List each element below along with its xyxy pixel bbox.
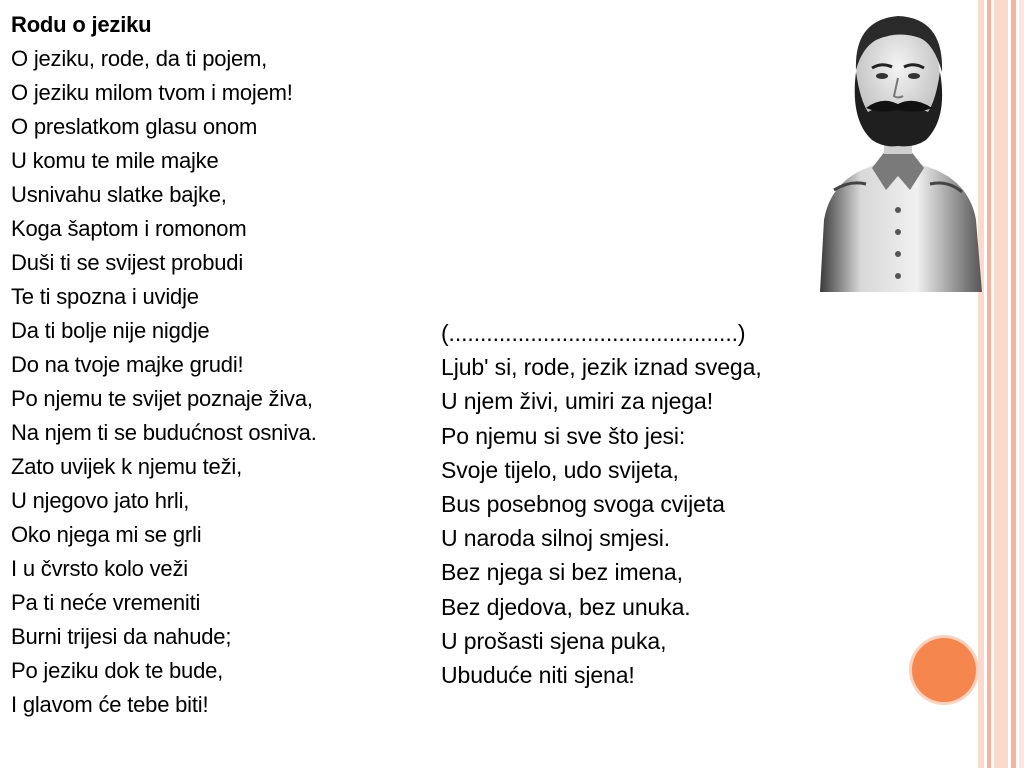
stripe — [987, 0, 991, 768]
poem-line: O preslatkom glasu onom — [11, 114, 258, 139]
left-poem — [11, 8, 431, 722]
poem-line: Bez djedova, bez unuka. — [441, 593, 691, 620]
poem-line: Oko njega mi se grli — [11, 522, 202, 547]
poem-line: U prošasti sjena puka, — [441, 627, 667, 654]
poem-line: Burni trijesi da nahude; — [11, 624, 232, 649]
portrait-drawing-icon — [810, 0, 985, 292]
poem-line: Pa ti neće vremeniti — [11, 590, 201, 615]
poem-line: Do na tvoje majke grudi! — [11, 352, 244, 377]
poem-line: O jeziku, rode, da ti pojem, — [11, 46, 268, 71]
poem-line: Svoje tijelo, udo svijeta, — [441, 456, 679, 483]
poem-ellipsis: (..............................................) — [441, 320, 746, 346]
poem-line: I u čvrsto kolo veži — [11, 556, 188, 581]
stripe — [1011, 0, 1016, 768]
stripe — [1019, 0, 1024, 768]
poem-line: O jeziku milom tvom i mojem! — [11, 80, 293, 105]
poem-title: Rodu o jeziku — [11, 12, 152, 37]
poem-line: Po njemu te svijet poznaje živa, — [11, 386, 313, 411]
poem-line: U komu te mile majke — [11, 148, 219, 173]
poem-line: Te ti spozna i uvidje — [11, 284, 199, 309]
poem-line: Ubuduće niti sjena! — [441, 662, 635, 689]
poem-line: U njegovo jato hrli, — [11, 488, 190, 513]
poem-line: Zato uvijek k njemu teži, — [11, 454, 242, 479]
right-poem — [441, 316, 861, 692]
poem-line: U naroda silnoj smjesi. — [441, 525, 671, 552]
poem-line: Po njemu si sve što jesi: — [441, 422, 686, 449]
poem-line: Na njem ti se budućnost osniva. — [11, 420, 317, 445]
poem-line: Da ti bolje nije nigdje — [11, 318, 210, 343]
poem-line: Usnivahu slatke bajke, — [11, 182, 227, 207]
poem-line: I glavom će tebe biti! — [11, 692, 209, 717]
poem-line: Ljub' si, rode, jezik iznad svega, — [441, 354, 762, 381]
poem-line: Duši ti se svijest probudi — [11, 250, 244, 275]
poem-line: Po jeziku dok te bude, — [11, 658, 224, 683]
orange-circle-icon — [912, 638, 976, 702]
poem-line: Bus posebnog svoga cvijeta — [441, 491, 725, 518]
poem-line: Bez njega si bez imena, — [441, 559, 683, 586]
poem-line: Koga šaptom i romonom — [11, 216, 247, 241]
stripe — [994, 0, 1008, 768]
poem-line: U njem živi, umiri za njega! — [441, 388, 714, 415]
